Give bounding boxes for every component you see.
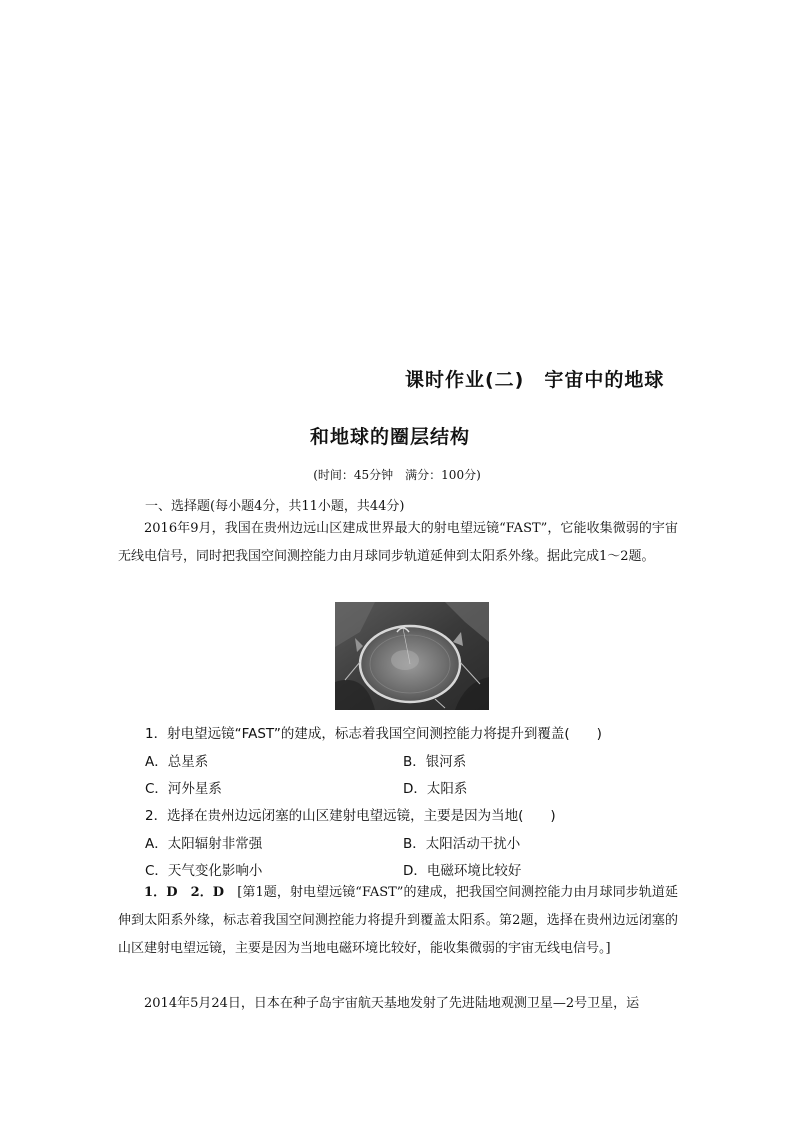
title-part2: 宇宙中的地球 [544, 369, 665, 391]
question-1-stem: 1．射电望远镜“FAST”的建成，标志着我国空间测控能力将提升到覆盖( ) [145, 726, 602, 742]
page-title-line1 [405, 365, 664, 392]
passage-fast: 2016年9月，我国在贵州边远山区建成世界最大的射电望远镜“FAST”，它能收集微弱的宇宙无线电信号，同时把我国空间测控能力由月球同步轨道延伸到太阳系外缘。据此完成1～2题。 [118, 521, 678, 564]
telescope-photo [335, 602, 489, 710]
question-2-stem: 2．选择在贵州边远闭塞的山区建射电望远镜，主要是因为当地( ) [145, 808, 556, 824]
time-score-info: (时间：45分钟 满分：100分) [313, 468, 481, 482]
page-title-line2: 和地球的圈层结构 [310, 426, 471, 448]
answer-text: [第1题，射电望远镜“FAST”的建成，把我国空间测控能力由月球同步轨道延伸到太阳系外缘，标志着我国空间测控能力将提升到覆盖太阳系。第2题，选择在贵州边远闭塞的山区建射电望远镜，主要是因为当地电磁环境比较好，能收集微弱的宇宙无线电信号。] [118, 885, 678, 956]
answer-explanation [118, 879, 678, 963]
question-2-option-a: A．太阳辐射非常强 [145, 836, 263, 852]
question-1-option-b: B．银河系 [403, 754, 467, 770]
title-part1: 课时作业(二) [405, 369, 525, 391]
section-heading: 一、选择题(每小题4分，共11小题，共44分) [145, 499, 405, 514]
question-1-option-d: D．太阳系 [403, 781, 468, 797]
answer-key: 1．D 2．D [144, 885, 225, 900]
question-1-option-a: A．总星系 [145, 754, 209, 770]
question-1-option-c: C．河外星系 [145, 781, 222, 797]
passage-satellite: 2014年5月24日，日本在种子岛宇宙航天基地发射了先进陆地观测卫星—2号卫星，运 [144, 996, 640, 1011]
question-2-option-b: B．太阳活动干扰小 [403, 836, 521, 852]
question-2-option-d: D．电磁环境比较好 [403, 863, 522, 879]
question-2-option-c: C．天气变化影响小 [145, 863, 263, 879]
